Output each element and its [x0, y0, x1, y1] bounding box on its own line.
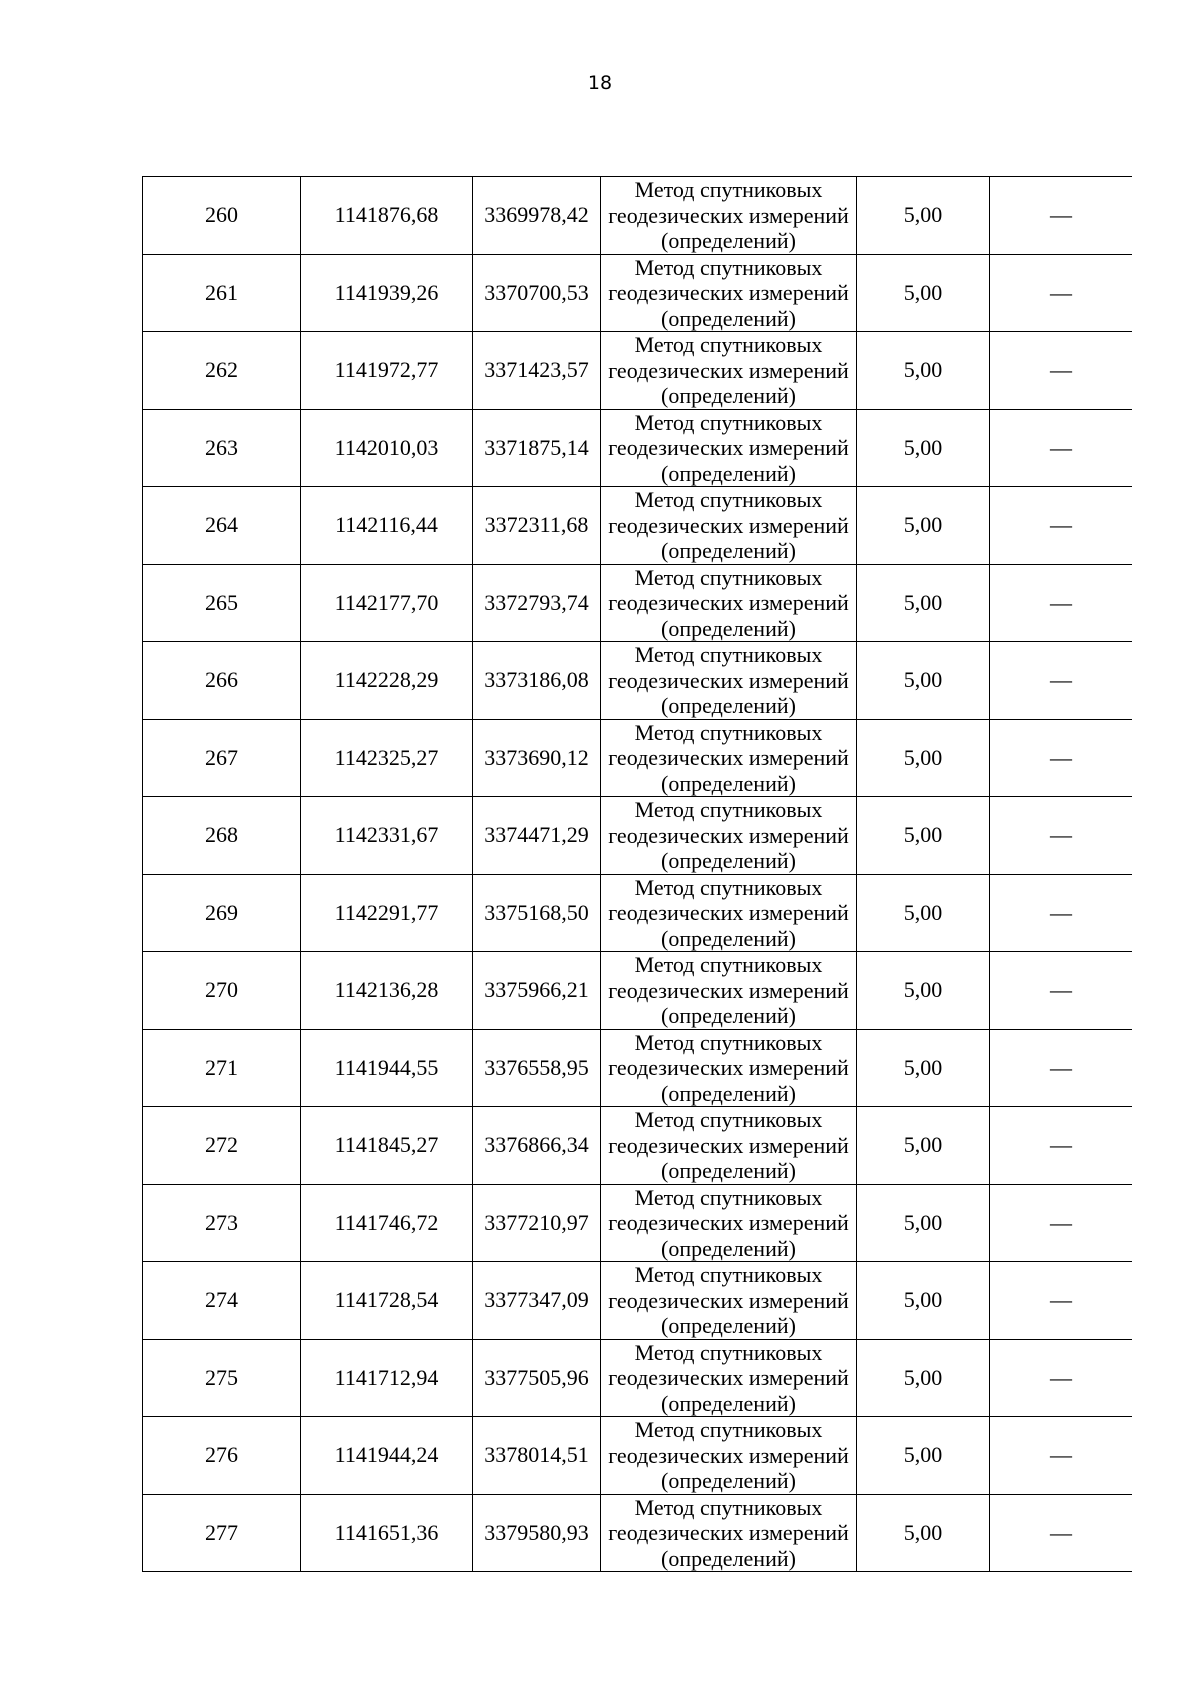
method-cell [601, 952, 857, 1030]
table-row [143, 177, 1133, 254]
y-coordinate-cell: 3374471,29 [473, 797, 601, 875]
method-cell [601, 254, 857, 332]
x-coordinate-cell: 1142010,03 [301, 409, 473, 487]
table-row [143, 1339, 1133, 1417]
accuracy-cell: 5,00 [857, 952, 990, 1030]
note-cell: — [990, 177, 1133, 254]
method-line: (определений) [661, 770, 796, 796]
note-cell: — [990, 874, 1133, 952]
method-line: (определений) [661, 693, 796, 718]
method-cell [601, 1494, 857, 1572]
method-line: (определений) [661, 1003, 796, 1028]
note-cell: — [990, 487, 1133, 565]
method-line: (определений) [661, 1545, 796, 1571]
x-coordinate-cell: 1142136,28 [301, 952, 473, 1030]
method-line: Метод спутниковых [634, 177, 823, 202]
method-line: (определений) [661, 615, 796, 641]
method-line: Метод спутниковых [634, 952, 823, 977]
table-row [143, 642, 1133, 720]
point-number-cell: 267 [143, 719, 301, 797]
x-coordinate-cell: 1142228,29 [301, 642, 473, 720]
point-number-cell: 268 [143, 797, 301, 875]
method-cell [601, 487, 857, 565]
table-row [143, 797, 1133, 875]
table-row [143, 1184, 1133, 1262]
note-cell: — [990, 1494, 1133, 1572]
y-coordinate-cell: 3377505,96 [473, 1339, 601, 1417]
x-coordinate-cell: 1141972,77 [301, 332, 473, 410]
y-coordinate-cell: 3371423,57 [473, 332, 601, 410]
note-cell: — [990, 1262, 1133, 1340]
method-line: геодезических измерений [608, 822, 849, 848]
method-cell [601, 1262, 857, 1340]
accuracy-cell: 5,00 [857, 1029, 990, 1107]
method-line: (определений) [661, 1390, 796, 1416]
note-cell: — [990, 409, 1133, 487]
accuracy-cell: 5,00 [857, 1107, 990, 1185]
table-row [143, 1494, 1133, 1572]
method-line: геодезических измерений [608, 280, 849, 305]
note-cell: — [990, 332, 1133, 410]
point-number-cell: 263 [143, 409, 301, 487]
method-cell [601, 177, 857, 254]
y-coordinate-cell: 3375966,21 [473, 952, 601, 1030]
accuracy-cell: 5,00 [857, 409, 990, 487]
method-line: Метод спутниковых [634, 1417, 823, 1442]
coordinates-table [142, 177, 1132, 1572]
point-number-cell: 270 [143, 952, 301, 1030]
method-line: Метод спутниковых [634, 564, 823, 590]
y-coordinate-cell: 3372793,74 [473, 564, 601, 642]
accuracy-cell: 5,00 [857, 797, 990, 875]
accuracy-cell: 5,00 [857, 332, 990, 410]
method-line: (определений) [661, 1468, 796, 1493]
point-number-cell: 265 [143, 564, 301, 642]
y-coordinate-cell: 3378014,51 [473, 1417, 601, 1495]
x-coordinate-cell: 1141712,94 [301, 1339, 473, 1417]
table-row [143, 1417, 1133, 1495]
method-line: геодезических измерений [608, 357, 849, 383]
note-cell: — [990, 797, 1133, 875]
accuracy-cell: 5,00 [857, 642, 990, 720]
x-coordinate-cell: 1142331,67 [301, 797, 473, 875]
point-number-cell: 275 [143, 1339, 301, 1417]
accuracy-cell: 5,00 [857, 177, 990, 254]
y-coordinate-cell: 3371875,14 [473, 409, 601, 487]
table-row [143, 254, 1133, 332]
accuracy-cell: 5,00 [857, 564, 990, 642]
accuracy-cell: 5,00 [857, 1494, 990, 1572]
note-cell: — [990, 1417, 1133, 1495]
method-line: (определений) [661, 925, 796, 951]
accuracy-cell: 5,00 [857, 487, 990, 565]
y-coordinate-cell: 3375168,50 [473, 874, 601, 952]
method-line: Метод спутниковых [634, 719, 823, 745]
note-cell: — [990, 1339, 1133, 1417]
x-coordinate-cell: 1142291,77 [301, 874, 473, 952]
x-coordinate-cell: 1141939,26 [301, 254, 473, 332]
method-line: Метод спутниковых [634, 487, 823, 512]
x-coordinate-cell: 1141944,24 [301, 1417, 473, 1495]
method-line: (определений) [661, 1158, 796, 1183]
method-cell [601, 874, 857, 952]
method-line: Метод спутниковых [634, 254, 823, 280]
method-line: геодезических измерений [608, 745, 849, 770]
method-line: геодезических измерений [608, 977, 849, 1003]
y-coordinate-cell: 3373186,08 [473, 642, 601, 720]
method-line: геодезических измерений [608, 1210, 849, 1235]
method-line: (определений) [661, 1235, 796, 1261]
table-row [143, 564, 1133, 642]
point-number-cell: 262 [143, 332, 301, 410]
method-line: геодезических измерений [608, 1442, 849, 1468]
method-cell [601, 1029, 857, 1107]
point-number-cell: 260 [143, 177, 301, 254]
y-coordinate-cell: 3373690,12 [473, 719, 601, 797]
page-number: 18 [587, 72, 613, 94]
point-number-cell: 261 [143, 254, 301, 332]
point-number-cell: 264 [143, 487, 301, 565]
table-row [143, 1107, 1133, 1185]
method-cell [601, 1107, 857, 1185]
point-number-cell: 277 [143, 1494, 301, 1572]
method-line: геодезических измерений [608, 202, 849, 228]
y-coordinate-cell: 3376866,34 [473, 1107, 601, 1185]
table-row [143, 409, 1133, 487]
table-row [143, 719, 1133, 797]
method-line: Метод спутниковых [634, 1262, 823, 1287]
table-row [143, 874, 1133, 952]
accuracy-cell: 5,00 [857, 1262, 990, 1340]
method-line: геодезических измерений [608, 435, 849, 460]
point-number-cell: 274 [143, 1262, 301, 1340]
accuracy-cell: 5,00 [857, 1184, 990, 1262]
method-cell [601, 1417, 857, 1495]
method-cell [601, 332, 857, 410]
x-coordinate-cell: 1142177,70 [301, 564, 473, 642]
method-line: геодезических измерений [608, 1365, 849, 1390]
note-cell: — [990, 642, 1133, 720]
method-cell [601, 642, 857, 720]
y-coordinate-cell: 3379580,93 [473, 1494, 601, 1572]
method-line: Метод спутниковых [634, 1339, 823, 1365]
method-line: геодезических измерений [608, 590, 849, 615]
note-cell: — [990, 564, 1133, 642]
table-row [143, 1262, 1133, 1340]
y-coordinate-cell: 3369978,42 [473, 177, 601, 254]
point-number-cell: 272 [143, 1107, 301, 1185]
method-line: (определений) [661, 538, 796, 563]
point-number-cell: 273 [143, 1184, 301, 1262]
method-line: (определений) [661, 305, 796, 331]
method-line: (определений) [661, 848, 796, 873]
method-line: Метод спутниковых [634, 874, 823, 900]
x-coordinate-cell: 1142325,27 [301, 719, 473, 797]
method-line: геодезических измерений [608, 900, 849, 925]
accuracy-cell: 5,00 [857, 1339, 990, 1417]
note-cell: — [990, 1029, 1133, 1107]
y-coordinate-cell: 3377347,09 [473, 1262, 601, 1340]
y-coordinate-cell: 3377210,97 [473, 1184, 601, 1262]
y-coordinate-cell: 3376558,95 [473, 1029, 601, 1107]
note-cell: — [990, 1107, 1133, 1185]
accuracy-cell: 5,00 [857, 719, 990, 797]
x-coordinate-cell: 1141944,55 [301, 1029, 473, 1107]
method-line: (определений) [661, 383, 796, 408]
method-line: Метод спутниковых [634, 1107, 823, 1132]
method-cell [601, 797, 857, 875]
method-line: Метод спутниковых [634, 797, 823, 822]
point-number-cell: 271 [143, 1029, 301, 1107]
x-coordinate-cell: 1141876,68 [301, 177, 473, 254]
table-row [143, 952, 1133, 1030]
method-line: геодезических измерений [608, 1132, 849, 1158]
x-coordinate-cell: 1141651,36 [301, 1494, 473, 1572]
method-cell [601, 409, 857, 487]
note-cell: — [990, 952, 1133, 1030]
y-coordinate-cell: 3370700,53 [473, 254, 601, 332]
method-cell [601, 1339, 857, 1417]
method-line: Метод спутниковых [634, 332, 823, 357]
point-number-cell: 266 [143, 642, 301, 720]
method-line: Метод спутниковых [634, 1494, 823, 1520]
method-line: геодезических измерений [608, 667, 849, 693]
method-line: геодезических измерений [608, 1520, 849, 1545]
note-cell: — [990, 719, 1133, 797]
table-row [143, 1029, 1133, 1107]
method-line: геодезических измерений [608, 512, 849, 538]
point-number-cell: 276 [143, 1417, 301, 1495]
method-cell [601, 1184, 857, 1262]
x-coordinate-cell: 1141845,27 [301, 1107, 473, 1185]
x-coordinate-cell: 1142116,44 [301, 487, 473, 565]
method-line: (определений) [661, 1080, 796, 1106]
method-line: Метод спутниковых [634, 642, 823, 667]
table-row [143, 332, 1133, 410]
y-coordinate-cell: 3372311,68 [473, 487, 601, 565]
method-line: Метод спутниковых [634, 1184, 823, 1210]
accuracy-cell: 5,00 [857, 874, 990, 952]
method-line: (определений) [661, 228, 796, 253]
note-cell: — [990, 1184, 1133, 1262]
accuracy-cell: 5,00 [857, 254, 990, 332]
method-cell [601, 564, 857, 642]
coordinates-table-wrapper [142, 176, 1132, 1603]
method-line: Метод спутниковых [634, 409, 823, 435]
accuracy-cell: 5,00 [857, 1417, 990, 1495]
method-line: (определений) [661, 1313, 796, 1338]
table-body [143, 177, 1133, 1572]
x-coordinate-cell: 1141746,72 [301, 1184, 473, 1262]
note-cell: — [990, 254, 1133, 332]
method-line: Метод спутниковых [634, 1029, 823, 1055]
method-line: геодезических измерений [608, 1287, 849, 1313]
method-line: геодезических измерений [608, 1055, 849, 1080]
method-cell [601, 719, 857, 797]
method-line: (определений) [661, 460, 796, 486]
table-row [143, 487, 1133, 565]
point-number-cell: 269 [143, 874, 301, 952]
x-coordinate-cell: 1141728,54 [301, 1262, 473, 1340]
